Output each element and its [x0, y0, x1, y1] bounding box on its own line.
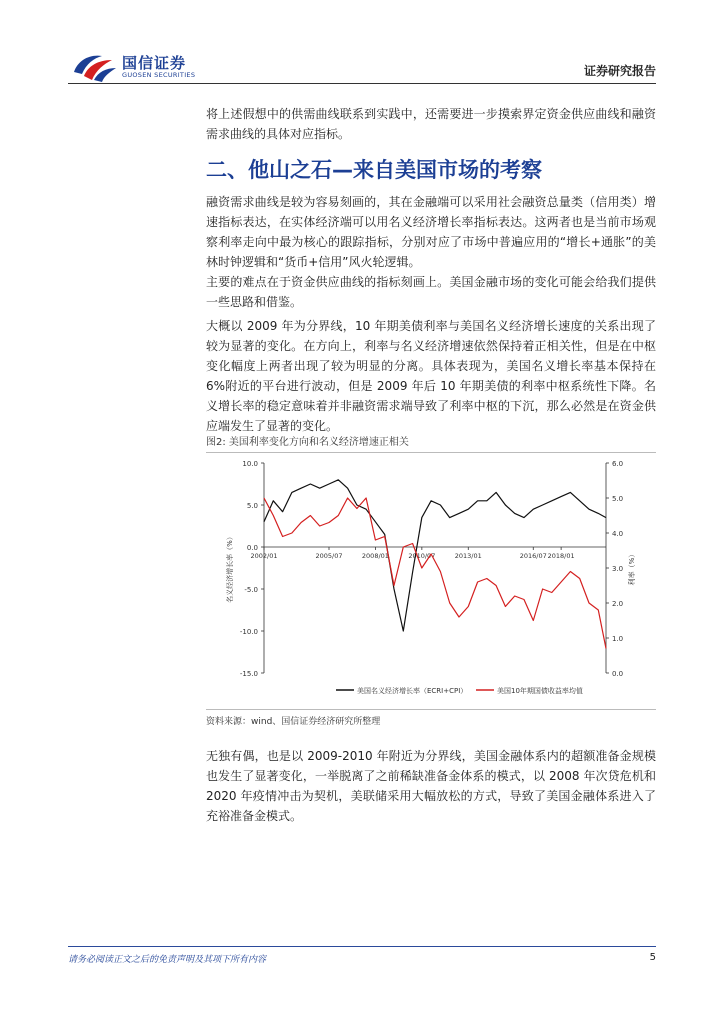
x-tick-label: 2016/07 — [519, 552, 547, 560]
left-axis-label: 名义经济增长率（%） — [226, 533, 234, 603]
x-tick-label: 2010/07 — [408, 552, 436, 560]
header-divider — [68, 83, 656, 84]
left-tick-label: -10.0 — [239, 628, 258, 636]
paragraph-3: 主要的难点在于资金供应曲线的指标刻画上。美国金融市场的变化可能会给我们提供一些思路和借鉴。 — [206, 275, 656, 309]
right-tick-label: 1.0 — [612, 635, 624, 643]
paragraph-1: 将上述假想中的供需曲线联系到实践中，还需要进一步摸索界定资金供应曲线和融资需求曲线的具体对应指标。 — [206, 107, 656, 141]
left-tick-label: -5.0 — [244, 586, 258, 594]
paragraph-2: 融资需求曲线是较为容易刻画的，其在金融端可以采用社会融资总量类（信用类）增速指标表达，在实体经济端可以用名义经济增长率指标表达。这两者也是当前市场观察利率走向中最为核心的跟踪指标，分别对应了市场中普遍应用的“增长+通胀”的美林时钟逻辑和“货币+信用”风火轮逻辑。 — [206, 195, 656, 269]
page-number: 5 — [649, 952, 656, 963]
report-type-label: 证券研究报告 — [583, 64, 656, 78]
footer-disclaimer: 请务必阅读正文之后的免责声明及其项下所有内容 — [68, 955, 267, 965]
figure-caption: 图2: 美国利率变化方向和名义经济增速正相关 — [206, 437, 409, 448]
left-tick-label: 5.0 — [246, 502, 258, 510]
right-tick-label: 0.0 — [612, 670, 624, 678]
rate-vs-growth-chart — [206, 455, 656, 707]
right-tick-label: 2.0 — [612, 600, 624, 608]
figure-bottom-divider — [206, 709, 656, 710]
x-tick-label: 2002/01 — [250, 552, 278, 560]
footer-divider — [68, 946, 656, 947]
x-tick-label: 2013/01 — [454, 552, 482, 560]
guosen-logo — [68, 50, 198, 84]
figure-source: 资料来源：wind、国信证券经济研究所整理 — [206, 717, 381, 727]
logo-text-en: GUOSEN SECURITIES — [122, 71, 196, 79]
legend-label-2: 美国10年期国债收益率均值 — [497, 687, 583, 695]
right-tick-label: 6.0 — [612, 460, 624, 468]
legend-label-1: 美国名义经济增长率（ECRI+CPI） — [357, 687, 468, 695]
x-tick-label: 2008/01 — [361, 552, 389, 560]
section-title: 二、他山之石—来自美国市场的考察 — [206, 158, 542, 182]
left-tick-label: -15.0 — [239, 670, 258, 678]
right-tick-label: 4.0 — [612, 530, 624, 538]
right-tick-label: 3.0 — [612, 565, 624, 573]
left-tick-label: 0.0 — [246, 544, 258, 552]
right-axis-label: 利率（%） — [628, 550, 636, 586]
x-tick-label: 2018/01 — [547, 552, 575, 560]
paragraph-4: 大概以 2009 年为分界线，10 年期美债利率与美国名义经济增长速度的关系出现了较为显著的变化。在方向上，利率与名义经济增速依然保持着正相关性，但是在中枢变化幅度上两者出现了较为明显的分离。具体表现为，美国名义增长率基本保持在 6%附近的平台进行波动，但是 2009 年后 10 年期美债的利率中枢系统性下降。名义增长率的稳定意味着并非融资需求端导致了利率中枢的下沉，那么必然是在资金供应端发生了显著的变化。 — [206, 319, 656, 433]
right-tick-label: 5.0 — [612, 495, 624, 503]
paragraph-5: 无独有偶，也是以 2009-2010 年附近为分界线，美国金融体系内的超额准备金规模也发生了显著变化，一举脱离了之前稀缺准备金体系的模式，以 2008 年次贷危机和 2020 年疫情冲击为契机，美联储采用大幅放松的方式，导致了美国金融体系进入了充裕准备金模式。 — [206, 749, 656, 823]
x-tick-label: 2005/07 — [315, 552, 343, 560]
guosen-logo-icon — [68, 50, 118, 84]
logo-text-cn: 国信证券 — [122, 54, 187, 72]
series-line-2 — [264, 498, 606, 649]
figure-top-divider — [206, 452, 656, 453]
left-tick-label: 10.0 — [242, 460, 258, 468]
